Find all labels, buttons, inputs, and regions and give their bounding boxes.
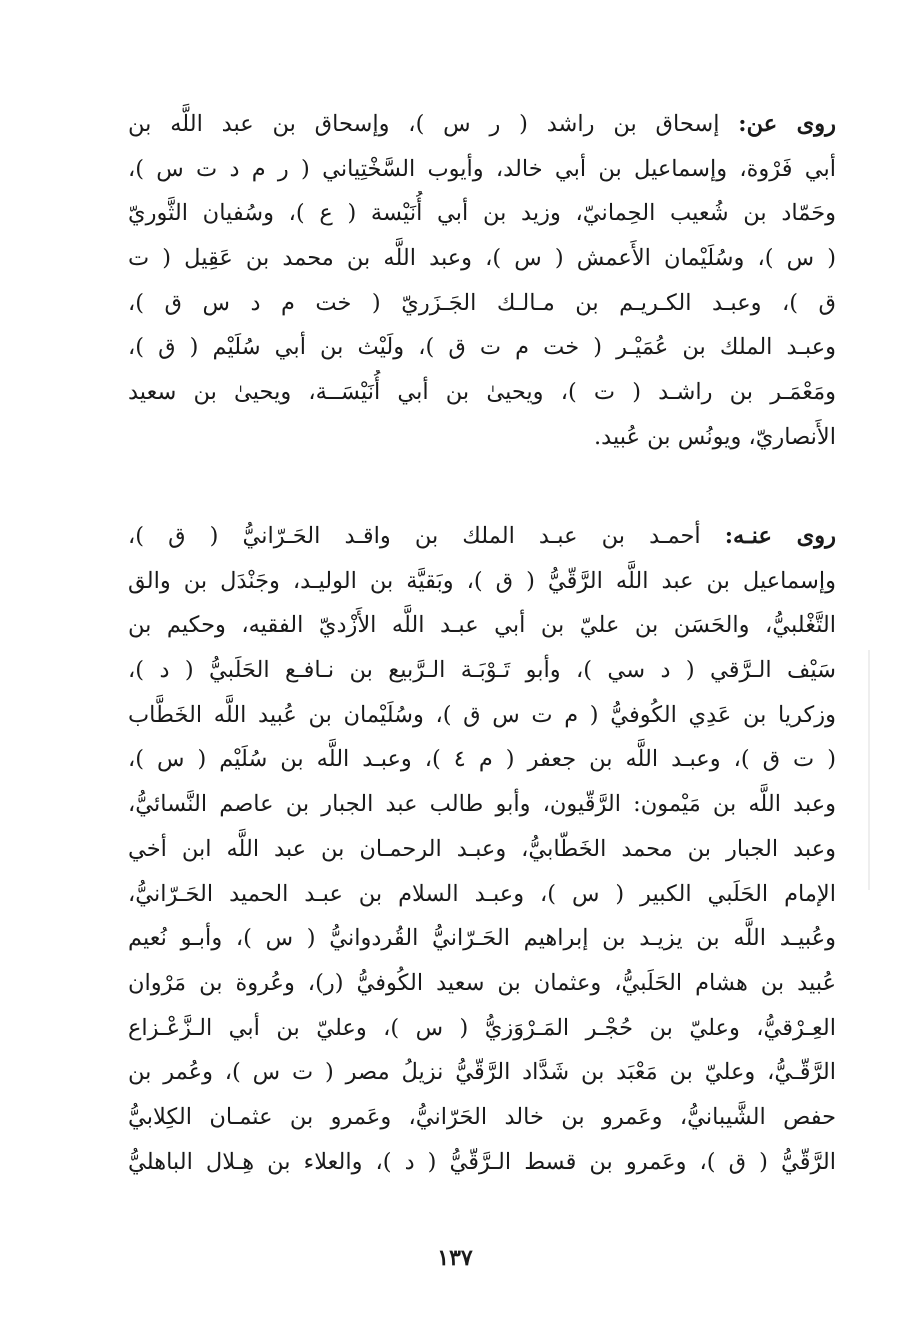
text-line: ( ت ق )، وعبـد اللَّه بن جعفر ( م ٤ )، وعبـد اللَّه بن سُلَيْم ( س )، — [128, 746, 836, 773]
text-line: ق )، وعبـد الكـريـم بن مـالـك الجَـزَريّ ( خت م د س ق )، — [128, 289, 836, 316]
text-line: روى عن: إسحاق بن راشد ( ر س )، وإسحاق بن عبد اللَّه بن — [128, 111, 836, 137]
text-line: ومَعْمَـر بن راشـد ( ت )، ويحيىٰ بن أبي أُنَيْسَــة، ويحيىٰ بن سعيد — [128, 379, 836, 406]
text-line: العِـرْقيُّ، وعليّ بن حُجْـر المَـرْوَزيُّ ( س )، وعليّ بن أبي الـزَّعْـزاع — [128, 1014, 836, 1041]
text-line: وزكريا بن عَدِي الكُوفيُّ ( م ت س ق )، وسُلَيْمان بن عُبيد اللَّه الخَطَّاب — [128, 701, 836, 728]
text-line: الأَنصاريّ، ويونُس بن عُبيد. — [594, 423, 836, 450]
text-line: روى عنـه: أحمـد بن عبـد الملك بن واقـد الحَـرّانيُّ ( ق )، — [128, 523, 836, 549]
text-line: حفص الشَّيبانيُّ، وعَمرو بن خالد الحَرّانيُّ، وعَمرو بن عثمـان الكِلابيُّ — [128, 1103, 836, 1130]
text-line: ( س )، وسُلَيْمان الأَعمش ( س )، وعبد اللَّه بن محمد بن عَقِيل ( ت — [128, 245, 836, 272]
text-line: الإمام الحَلَبي الكبير ( س )، وعبـد السلام بن عبـد الحميد الحَـرّانيُّ، — [128, 880, 836, 907]
text-line: وإسماعيل بن عبد اللَّه الرَّقّيُّ ( ق )، وبَقيَّة بن الوليـد، وجَنْدَل بن والق — [128, 567, 836, 594]
scan-edge-shadow — [868, 650, 870, 890]
text-line: وحَمّاد بن شُعيب الحِمانيّ، وزيد بن أبي أُنَيْسة ( ع )، وسُفيان الثَّوريّ — [128, 200, 836, 227]
text-line: الرَّقّـيُّ، وعليّ بن مَعْبَد بن شَدَّاد الرَّقّيُّ نزيلُ مصر ( ت س )، وعُمر بن — [128, 1059, 836, 1086]
text-line: سَيْف الـرَّقي ( د سي )، وأبو تَـوْبَـة الـرَّبيع بن نـافـع الحَلَبيُّ ( د )، — [128, 657, 836, 684]
text-line: أبي فَرْوة، وإسماعيل بن أبي خالد، وأيوب السَّخْتِياني ( ر م د ت س )، — [128, 155, 836, 182]
text-line: وعبـد الملك بن عُمَيْـر ( خت م ت ق )، ولَيْث بن أبي سُلَيْم ( ق )، — [128, 334, 836, 361]
text-line: التَّغْلبيُّ، والحَسَن بن عليّ بن أبي عبـد اللَّه الأَزْديّ الفقيه، وحكيم بن — [128, 612, 836, 639]
text-line: الرَّقّيُّ ( ق )، وعَمرو بن قسط الـرَّقّيُّ ( د )، والعلاء بن هِـلال الباهليُّ — [128, 1148, 836, 1175]
page-number: ١٣٧ — [437, 1245, 473, 1271]
text-line: وعُبيـد اللَّه بن يزيـد بن إبراهيم الحَـرّانيُّ القُردوانيُّ ( س )، وأبـو نُعيم — [128, 925, 836, 952]
text-line: وعبد اللَّه بن مَيْمون: الرَّقّيون، وأبو طالب عبد الجبار بن عاصم النَّسائيُّ، — [128, 791, 836, 818]
section-heading: روى عن: — [738, 111, 836, 137]
section-heading: روى عنـه: — [724, 523, 836, 549]
narrated-from-section — [128, 102, 836, 460]
text-line: عُبيد بن هشام الحَلَبيُّ، وعثمان بن سعيد الكُوفيُّ (ر)، وعُروة بن مَرْوان — [128, 969, 836, 996]
narrated-by-section — [128, 514, 836, 1184]
text-line: وعبد الجبار بن محمد الخَطّابيُّ، وعبـد الرحمـان بن عبد اللَّه ابن أخي — [128, 835, 836, 862]
